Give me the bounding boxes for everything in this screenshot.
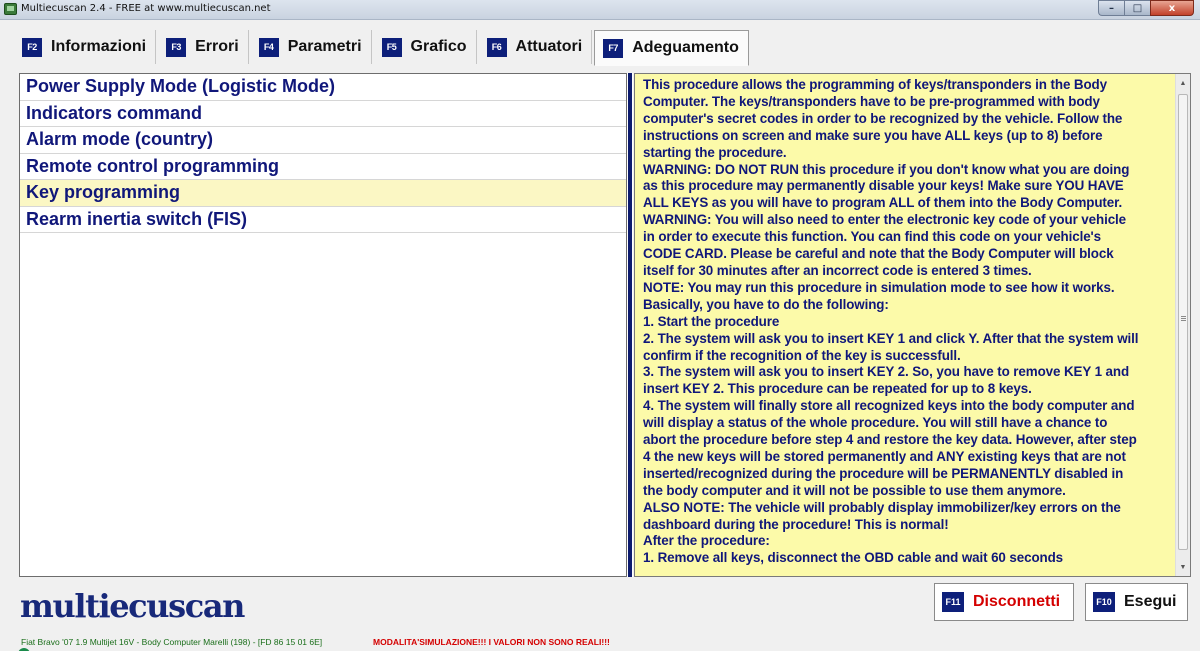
fkey-badge: F3 (166, 38, 186, 57)
simulation-warning: MODALITA'SIMULAZIONE!!! I VALORI NON SONO REALI!!! (373, 637, 610, 647)
list-item-alarm-mode[interactable]: Alarm mode (country) (20, 127, 626, 154)
tab-label: Errori (195, 38, 239, 55)
description-line: WARNING: You will also need to enter the electronic key code of your vehicle (643, 212, 1127, 228)
list-item-key-programming[interactable]: Key programming (20, 180, 626, 207)
fkey-badge: F6 (487, 38, 507, 57)
execute-button[interactable] (1085, 583, 1188, 621)
tab-grafico[interactable] (374, 30, 477, 64)
scroll-up-arrow-icon[interactable]: ▲ (1179, 79, 1187, 87)
procedure-description (634, 73, 1191, 577)
close-button[interactable]: x (1150, 0, 1194, 16)
description-line: ALSO NOTE: The vehicle will probably display immobilizer/key errors on the (643, 499, 1121, 515)
fkey-badge: F11 (942, 592, 964, 612)
window-title: Multiecuscan 2.4 - FREE at www.multiecuscan.net (21, 3, 271, 14)
description-line: in order to execute this function. You can find this code on your vehicle's (643, 229, 1101, 245)
panel-splitter[interactable] (627, 73, 633, 577)
description-line: ALL KEYS as you will have to program ALL of them into the Body Computer. (643, 195, 1123, 211)
list-item-power-supply-mode[interactable]: Power Supply Mode (Logistic Mode) (20, 74, 626, 101)
tab-attuatori[interactable] (479, 30, 593, 64)
title-bar (0, 0, 1200, 20)
fkey-badge: F5 (382, 38, 402, 57)
description-line: 1. Remove all keys, disconnect the OBD cable and wait 60 seconds (643, 550, 1064, 566)
description-line: inserted/recognized during the procedure will be PERMANENTLY disabled in (643, 465, 1124, 481)
vehicle-info: Fiat Bravo '07 1.9 Multijet 16V - Body Computer Marelli (198) - [FD 86 15 01 6E] (21, 637, 323, 647)
description-line: as this procedure may permanently disable your keys! Make sure YOU HAVE (643, 178, 1124, 194)
description-line: computer's secret codes in order to be recognized by the vehicle. Follow the (643, 110, 1123, 126)
execute-label: Esegui (1124, 593, 1177, 610)
status-bar (0, 632, 1200, 651)
description-line: 4. The system will finally store all recognized keys into the body computer and (643, 398, 1135, 414)
tab-label: Informazioni (51, 38, 147, 55)
description-line: Basically, you have to do the following: (643, 296, 889, 312)
fkey-badge: F4 (259, 38, 279, 57)
tab-label: Adeguamento (632, 39, 739, 56)
fkey-badge: F10 (1093, 592, 1115, 612)
fkey-badge: F7 (603, 39, 623, 58)
list-item-rearm-inertia-switch[interactable]: Rearm inertia switch (FIS) (20, 207, 626, 234)
disconnect-button[interactable] (934, 583, 1074, 621)
description-line: abort the procedure before step 4 and restore the key data. However, after step (643, 432, 1137, 448)
description-line: confirm if the recognition of the key is successfull. (643, 347, 961, 363)
main-tabs (14, 30, 751, 66)
description-line: will display a status of the whole procedure. You will still have a chance to (643, 415, 1108, 431)
maximize-button[interactable]: □ (1124, 0, 1150, 16)
description-line: 1. Start the procedure (643, 313, 780, 329)
description-line: 2. The system will ask you to insert KEY 1 and click Y. After that the system will (643, 330, 1139, 346)
description-line: the body computer and it will not be possible to use them anymore. (643, 482, 1066, 498)
description-line: CODE CARD. Please be careful and note that the Body Computer will block (643, 246, 1114, 262)
tab-label: Attuatori (515, 38, 583, 55)
description-line: NOTE: You may run this procedure in simulation mode to see how it works. (643, 279, 1115, 295)
tab-adeguamento[interactable] (594, 30, 749, 66)
description-line: insert KEY 2. This procedure can be repeated for up to 8 keys. (643, 381, 1032, 397)
description-line: itself for 30 minutes after an incorrect code is entered 3 times. (643, 262, 1032, 278)
description-line: starting the procedure. (643, 144, 787, 160)
app-icon (4, 3, 17, 15)
tab-errori[interactable] (158, 30, 249, 64)
description-line: Computer. The keys/transponders have to be pre-programmed with body (643, 93, 1100, 109)
multiecuscan-logo: multiecuscan (20, 587, 245, 625)
description-scrollbar[interactable] (1175, 74, 1190, 576)
description-line: dashboard during the procedure! This is normal! (643, 516, 949, 532)
description-line: WARNING: DO NOT RUN this procedure if you don't know what you are doing (643, 161, 1130, 177)
minimize-button[interactable]: – (1098, 0, 1124, 16)
fkey-badge: F2 (22, 38, 42, 57)
description-line: instructions on screen and make sure you have ALL keys (up to 8) before (643, 127, 1103, 143)
procedure-list (19, 73, 627, 577)
disconnect-label: Disconnetti (973, 593, 1061, 610)
window-controls (1098, 0, 1194, 17)
tab-parametri[interactable] (251, 30, 372, 64)
scrollbar-thumb[interactable] (1178, 94, 1188, 550)
description-line: 4 the new keys will be stored permanently and ANY existing keys that are not (643, 448, 1126, 464)
description-line: This procedure allows the programming of keys/transponders in the Body (643, 77, 1107, 92)
description-line: After the procedure: (643, 533, 770, 549)
tab-informazioni[interactable] (14, 30, 156, 64)
tab-label: Parametri (287, 38, 362, 55)
grip-icon (1181, 316, 1186, 317)
list-item-indicators-command[interactable]: Indicators command (20, 101, 626, 128)
description-text (643, 77, 1173, 567)
description-line: 3. The system will ask you to insert KEY 2. So, you have to remove KEY 1 and (643, 364, 1130, 380)
list-item-remote-control-programming[interactable]: Remote control programming (20, 154, 626, 181)
tab-label: Grafico (410, 38, 467, 55)
scroll-down-arrow-icon[interactable]: ▼ (1179, 563, 1187, 571)
